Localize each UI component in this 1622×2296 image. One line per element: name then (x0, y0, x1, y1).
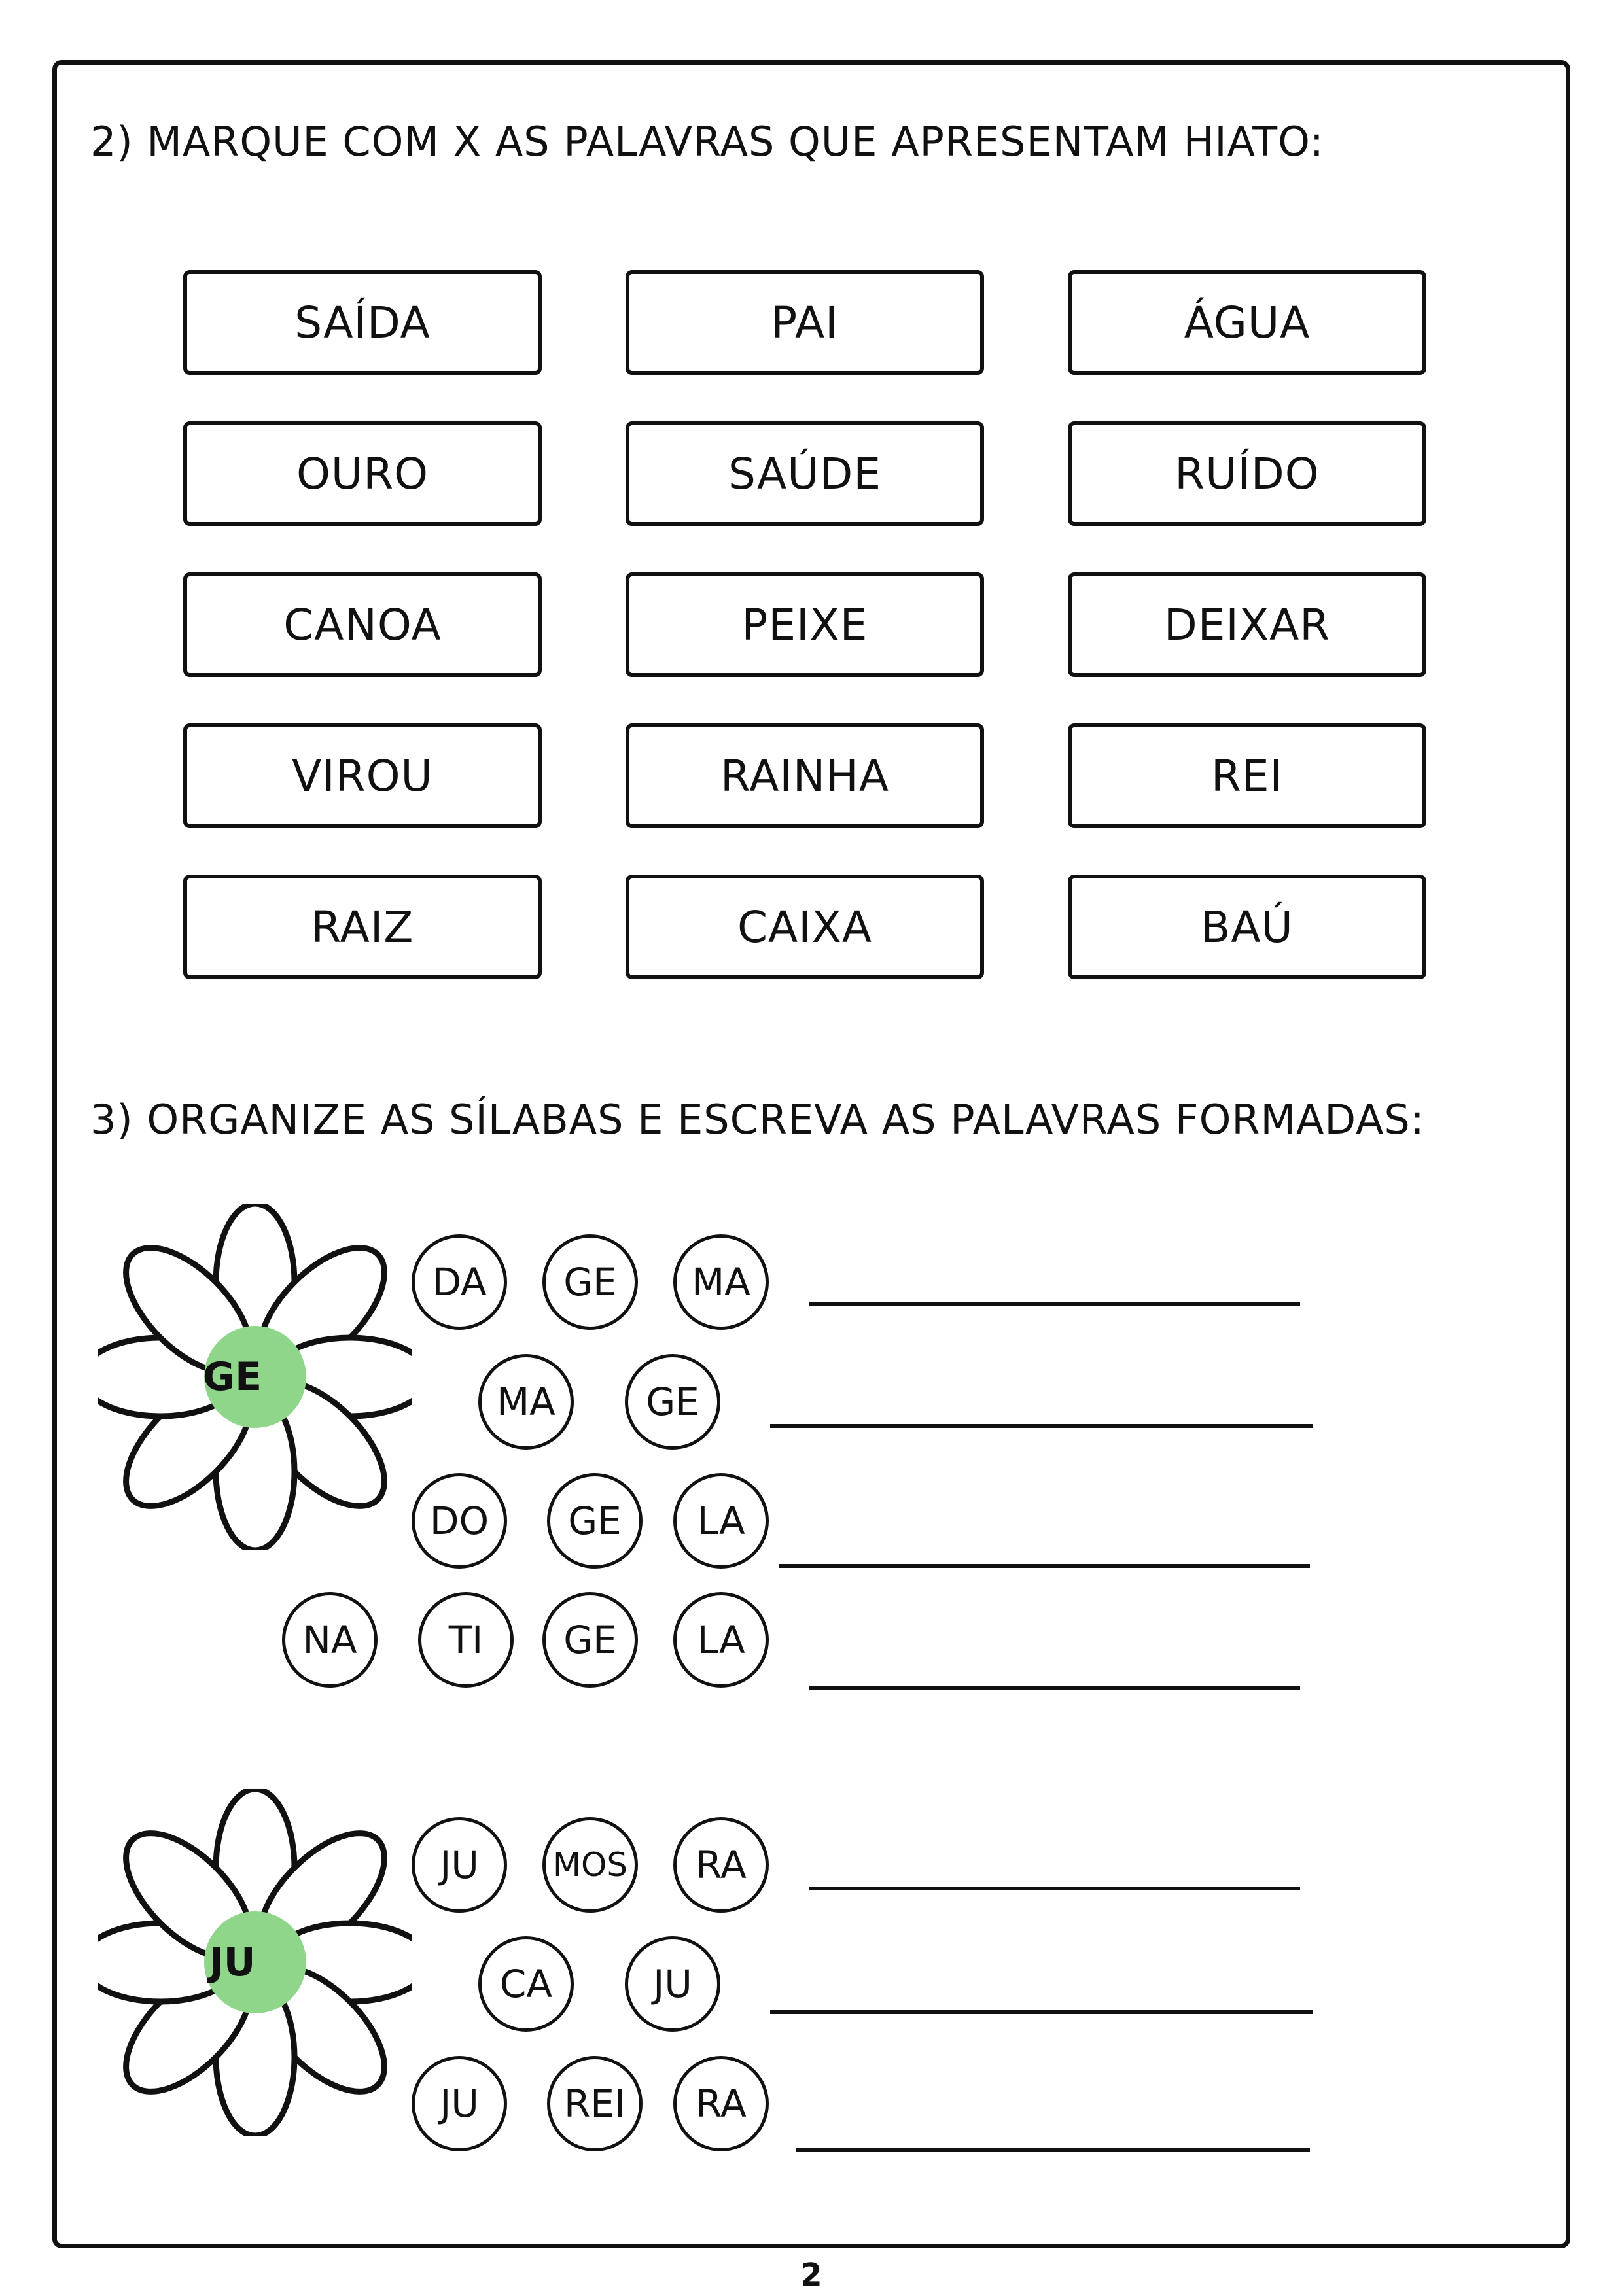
syllable-circle: TI (418, 1592, 514, 1688)
syllable-circle: RA (673, 2056, 769, 2151)
word-box-bau[interactable] (1068, 875, 1426, 979)
word-label: CAIXA (737, 901, 873, 952)
page-number: 2 (800, 2257, 822, 2293)
syllable-circle: GE (542, 1234, 638, 1330)
word-label: PEIXE (741, 599, 868, 650)
word-box-canoa[interactable] (183, 572, 542, 677)
word-label: DEIXAR (1163, 599, 1331, 650)
answer-line[interactable] (770, 2010, 1313, 2014)
answer-line[interactable] (779, 1564, 1310, 1568)
word-box-peixe[interactable] (626, 572, 984, 677)
answer-line[interactable] (809, 1887, 1300, 1890)
word-label: PAI (771, 297, 839, 348)
word-label: RAINHA (720, 750, 889, 801)
word-box-rei[interactable] (1068, 723, 1426, 828)
syllable-circle: GE (542, 1592, 638, 1688)
word-label: OURO (296, 448, 429, 499)
word-box-virou[interactable] (183, 723, 542, 828)
syllable-circle: GE (547, 1473, 643, 1569)
answer-line[interactable] (796, 2148, 1310, 2152)
answer-line[interactable] (770, 1424, 1313, 1428)
word-box-saida[interactable] (183, 270, 542, 375)
word-box-ruido[interactable] (1068, 421, 1426, 526)
word-label: REI (1210, 750, 1284, 801)
answer-line[interactable] (809, 1302, 1300, 1306)
word-label: VIROU (292, 750, 433, 801)
syllable-circle: JU (412, 1817, 507, 1913)
word-label: CANOA (283, 599, 442, 650)
word-label: ÁGUA (1184, 297, 1311, 348)
word-box-deixar[interactable] (1068, 572, 1426, 677)
word-box-agua[interactable] (1068, 270, 1426, 375)
syllable-circle: LA (673, 1473, 769, 1569)
syllable-circle: RA (673, 1817, 769, 1913)
syllable-circle: JU (625, 1936, 720, 2032)
word-label: SAÚDE (728, 448, 882, 499)
word-label: SAÍDA (294, 297, 431, 348)
word-box-rainha[interactable] (626, 723, 984, 828)
word-box-pai[interactable] (626, 270, 984, 375)
syllable-circle: LA (673, 1592, 769, 1688)
word-box-saude[interactable] (626, 421, 984, 526)
syllable-circle: DA (412, 1234, 507, 1330)
word-label: RAIZ (311, 901, 414, 952)
word-box-caixa[interactable] (626, 875, 984, 979)
syllable-circle: JU (412, 2056, 507, 2151)
word-box-raiz[interactable] (183, 875, 542, 979)
syllable-circle: DO (412, 1473, 507, 1569)
syllable-circle: MOS (542, 1817, 638, 1913)
syllable-circle: MA (673, 1234, 769, 1330)
syllable-circle: NA (282, 1592, 378, 1688)
syllable-circle: MA (478, 1354, 574, 1450)
word-box-ouro[interactable] (183, 421, 542, 526)
word-label: RUÍDO (1174, 448, 1320, 499)
answer-line[interactable] (809, 1686, 1300, 1690)
flower-center-label: GE (202, 1354, 262, 1400)
flower-center-label: JU (209, 1939, 256, 1985)
question-2-title: 2) MARQUE COM X AS PALAVRAS QUE APRESENTAM HIATO: (90, 118, 1324, 165)
syllable-circle: REI (547, 2056, 643, 2151)
syllable-circle: GE (625, 1354, 720, 1450)
word-label: BAÚ (1201, 901, 1294, 952)
syllable-circle: CA (478, 1936, 574, 2032)
question-3-title: 3) ORGANIZE AS SÍLABAS E ESCREVA AS PALAVRAS FORMADAS: (90, 1096, 1425, 1143)
